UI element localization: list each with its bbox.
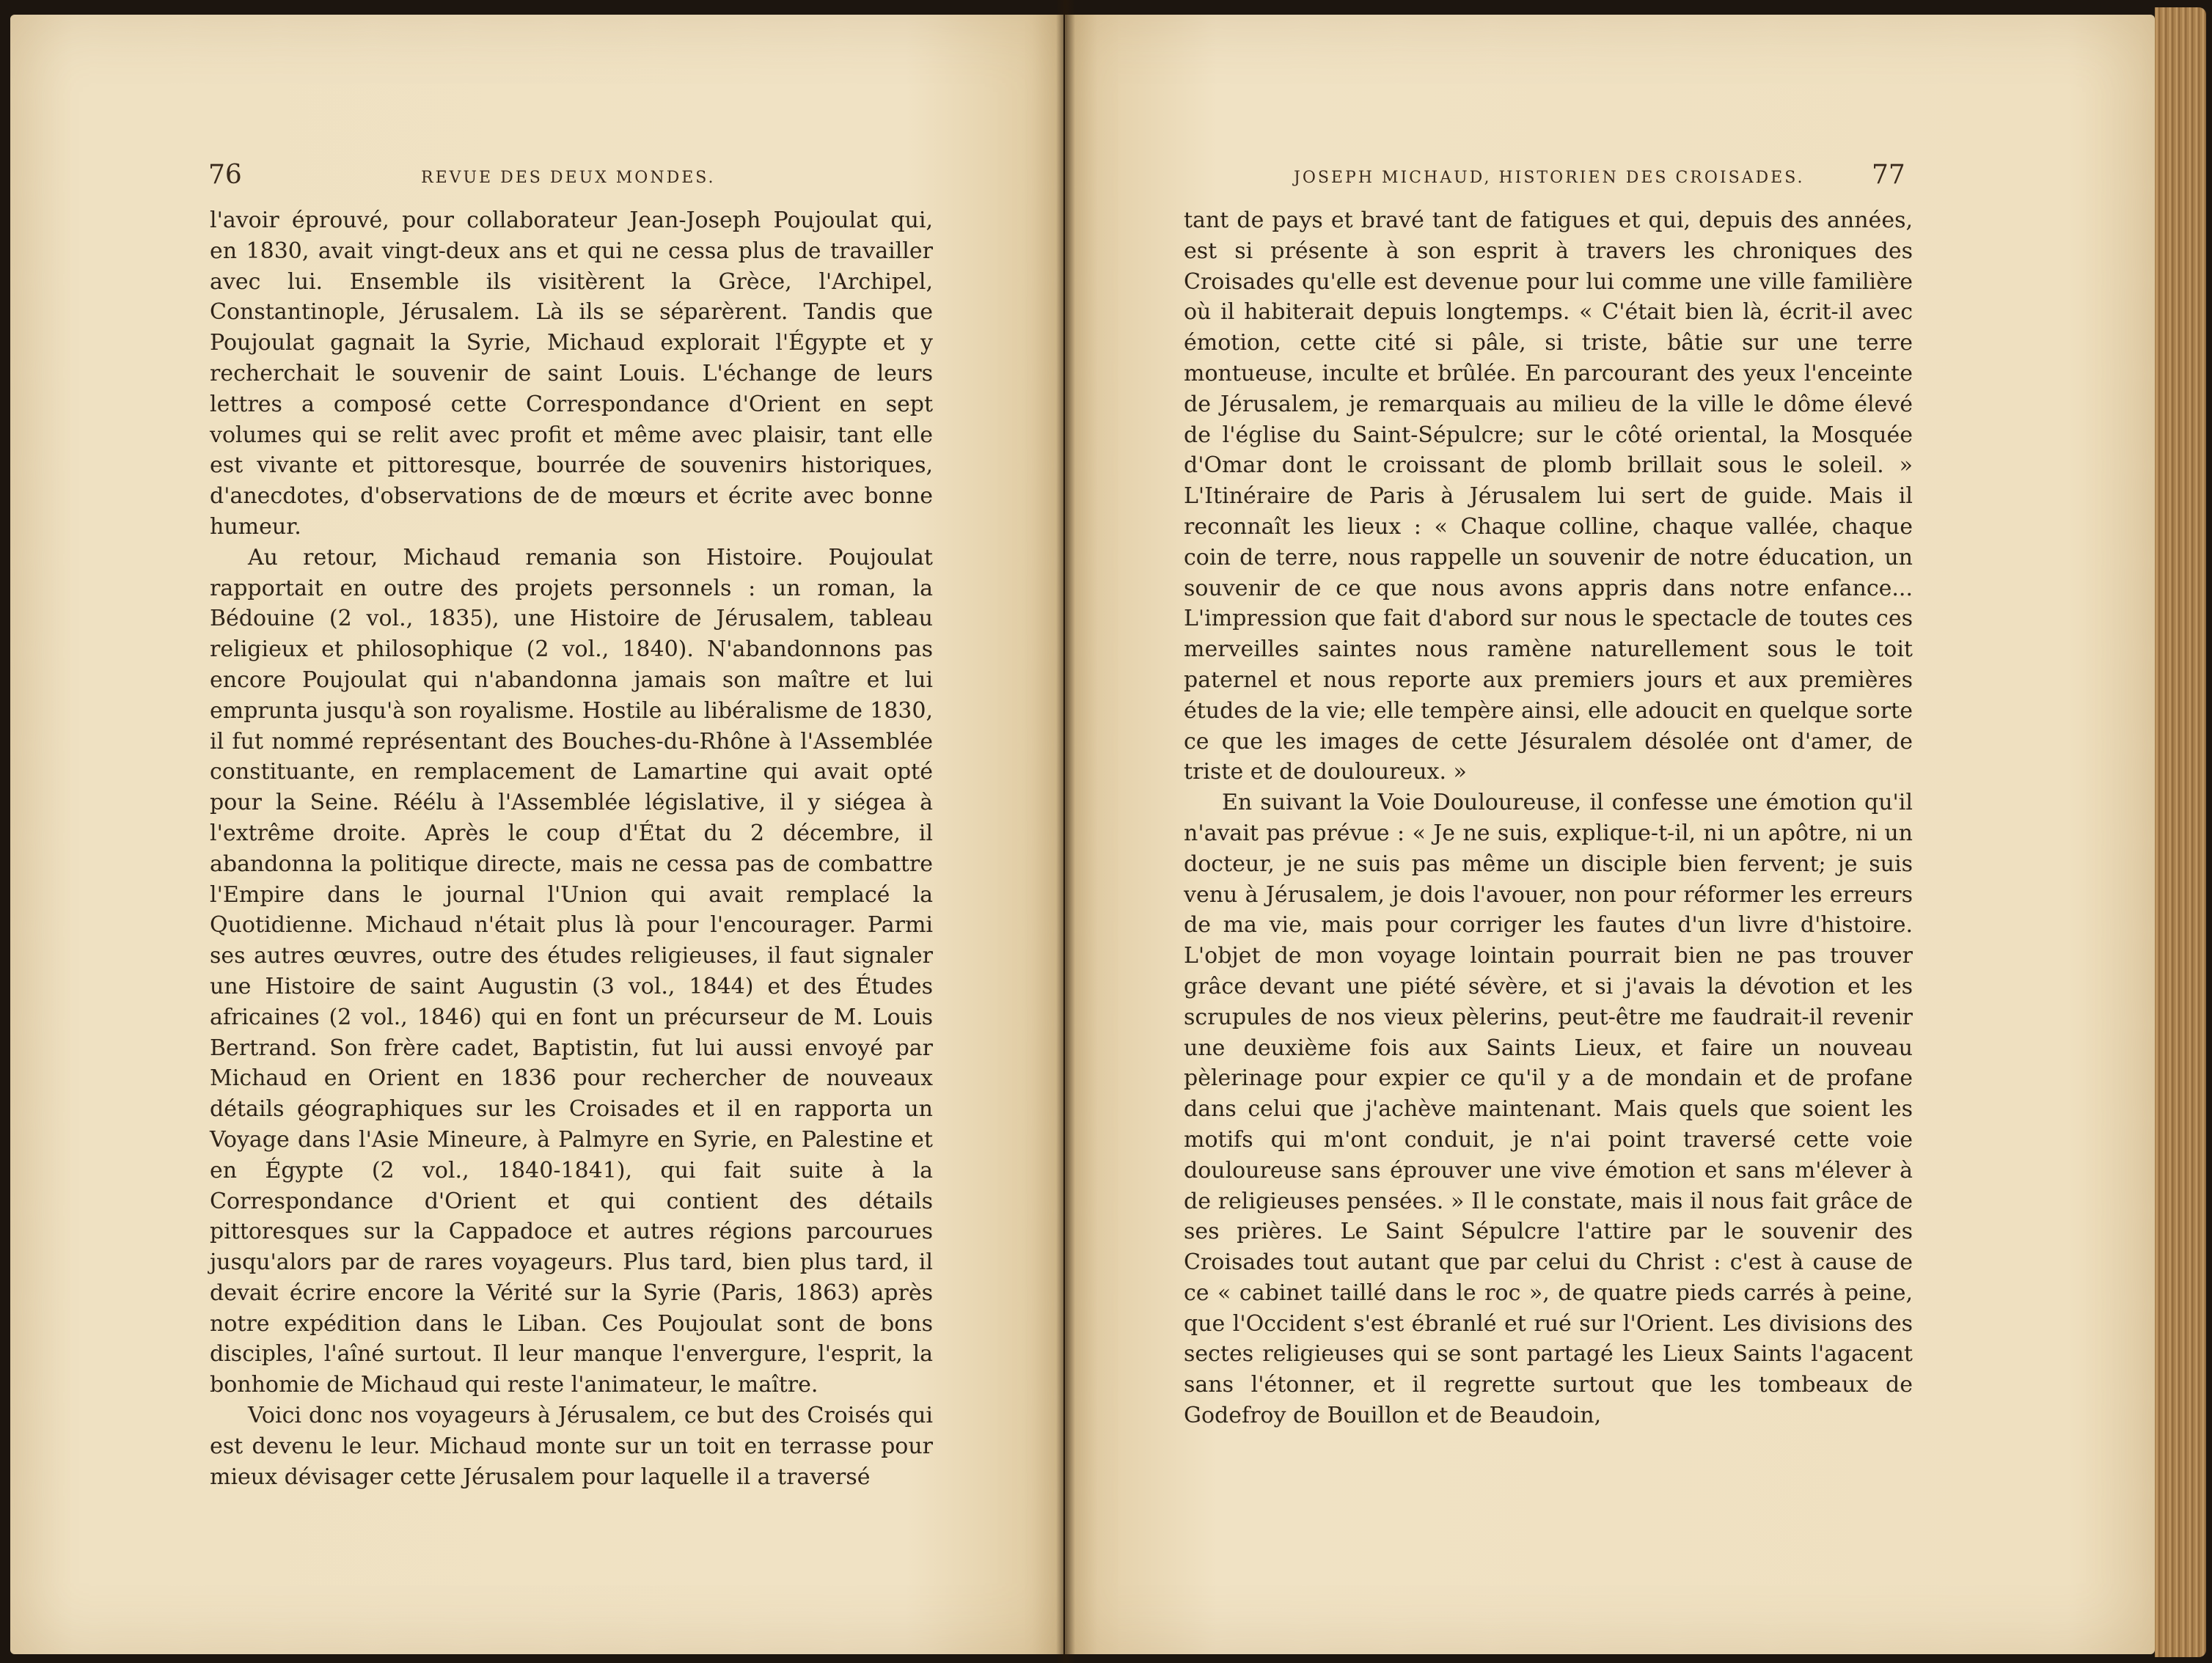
right-running-head: JOSEPH MICHAUD, HISTORIEN DES CROISADES. [1294, 169, 1805, 187]
left-running-head: REVUE DES DEUX MONDES. [421, 169, 716, 187]
paragraph: En suivant la Voie Douloureuse, il confesse une émotion qu'il n'avait pas prévue : « Je ne suis, explique-t-il, ni un apôtre, ni un docteur, je ne suis pas même un disciple bien fervent; je suis venu à Jérusalem, je dois l'avouer, non pour réformer les erreurs de ma vie, mais pour corriger les fautes d'un livre d'histoire. L'objet de mon voyage lointain pourrait bien ne pas trouver grâce devant une piété sévère, et si j'avais la dévotion et les scrupules de nos vieux pèlerins, peut-être me faudrait-il revenir une deuxième fois aux Saints Lieux, et faire un nouveau pèlerinage pour expier ce qu'il y a de mondain et de profane dans celui que j'achève maintenant. Mais quels que soient les motifs qui m'ont conduit, je n'ai point traversé cette voie douloureuse sans éprouver une vive émotion et sans m'élever à de religieuses pensées. » Il le constate, mais il nous fait grâce de ses prières. Le Saint Sépulcre l'attire par le souvenir des Croisades tout autant que par celui du Christ : c'est à cause de ce « cabinet taillé dans le roc », de quatre pieds carrés à peine, que l'Occident s'est ébranlé et rué sur l'Orient. Les divisions des sectes religieuses qui se sont partagé les Lieux Saints l'agacent sans l'étonner, et il regrette surtout que les tombeaux de Godefroy de Bouillon et de Beaudoin, [1184, 790, 1913, 1429]
left-page-number: 76 [208, 160, 242, 190]
left-page-body [210, 205, 933, 1492]
paragraph: l'avoir éprouvé, pour collaborateur Jean-Joseph Poujoulat qui, en 1830, avait vingt-deux ans et qui ne cessa plus de travailler avec lui. Ensemble ils visitèrent la Grèce, l'Archipel, Constantinople, Jérusalem. Là ils se séparèrent. Tandis que Poujoulat gagnait la Syrie, Michaud explorait l'Égypte et y recherchait le souvenir de saint Louis. L'échange de leurs lettres a composé cette Correspondance d'Orient en sept volumes qui se relit avec profit et même avec plaisir, tant elle est vivante et pittoresque, bourrée de souvenirs historiques, d'anecdotes, d'observations de de mœurs et écrite avec bonne humeur. [210, 208, 933, 540]
paragraph: tant de pays et bravé tant de fatigues et qui, depuis des années, est si présente à son esprit à travers les chroniques des Croisades qu'elle est devenue pour lui comme une ville familière où il habiterait depuis longtemps. « C'était bien là, écrit-il avec émotion, cette cité si pâle, si triste, bâtie sur une terre montueuse, inculte et brûlée. En parcourant des yeux l'enceinte de Jérusalem, je remarquais au milieu de la ville le dôme élevé de l'église du Saint-Sépulcre; sur le côté oriental, la Mosquée d'Omar dont le croissant de plomb brillait sous le soleil. » L'Itinéraire de Paris à Jérusalem lui sert de guide. Mais il reconnaît les lieux : « Chaque colline, chaque vallée, chaque coin de terre, nous rappelle un souvenir de notre éducation, un souvenir de ce que nous avons appris dans notre enfance... L'impression que fait d'abord sur nous le spectacle de toutes ces merveilles saintes nous ramène naturellement sous le toit paternel et nous reporte aux premiers jours et aux premières études de la vie; elle tempère ainsi, elle adoucit en quelque sorte ce que les images de cette Jésuralem désolée ont d'amer, de triste et de douloureux. » [1184, 208, 1913, 785]
page-edges [2155, 7, 2206, 1657]
right-page-number: 77 [1872, 160, 1905, 190]
right-page-body [1184, 205, 1913, 1431]
book-gutter [1056, 0, 1075, 1663]
paragraph: Au retour, Michaud remania son Histoire. Poujoulat rapportait en outre des projets personnels : un roman, la Bédouine (2 vol., 1835), une Histoire de Jérusalem, tableau religieux et philosophique (2 vol., 1840). N'abandonnons pas encore Poujoulat qui n'abandonna jamais son maître et lui emprunta jusqu'à son royalisme. Hostile au libéralisme de 1830, il fut nommé représentant des Bouches-du-Rhône à l'Assemblée constituante, en remplacement de Lamartine qui avait opté pour la Seine. Réélu à l'Assemblée législative, il y siégea à l'extrême droite. Après le coup d'État du 2 décembre, il abandonna la politique directe, mais ne cessa pas de combattre l'Empire dans le journal l'Union qui avait remplacé la Quotidienne. Michaud n'était plus là pour l'encourager. Parmi ses autres œuvres, outre des études religieuses, il faut signaler une Histoire de saint Augustin (3 vol., 1844) et des Études africaines (2 vol., 1846) qui en font un précurseur de M. Louis Bertrand. Son frère cadet, Baptistin, fut lui aussi envoyé par Michaud en Orient en 1836 pour rechercher de nouveaux détails géographiques sur les Croisades et il en rapporta un Voyage dans l'Asie Mineure, à Palmyre en Syrie, en Palestine et en Égypte (2 vol., 1840-1841), qui fait suite à la Correspondance d'Orient et qui contient des détails pittoresques sur la Cappadoce et autres régions parcourues jusqu'alors par de rares voyageurs. Plus tard, bien plus tard, il devait écrire encore la Vérité sur la Syrie (Paris, 1863) après notre expédition dans le Liban. Ces Poujoulat sont de bons disciples, l'aîné surtout. Il leur manque l'envergure, l'esprit, la bonhomie de Michaud qui reste l'animateur, le maître. [210, 544, 933, 1398]
paragraph: Voici donc nos voyageurs à Jérusalem, ce but des Croisés qui est devenu le leur. Michaud monte sur un toit en terrasse pour mieux dévisager cette Jérusalem pour laquelle il a traversé [210, 1403, 933, 1490]
